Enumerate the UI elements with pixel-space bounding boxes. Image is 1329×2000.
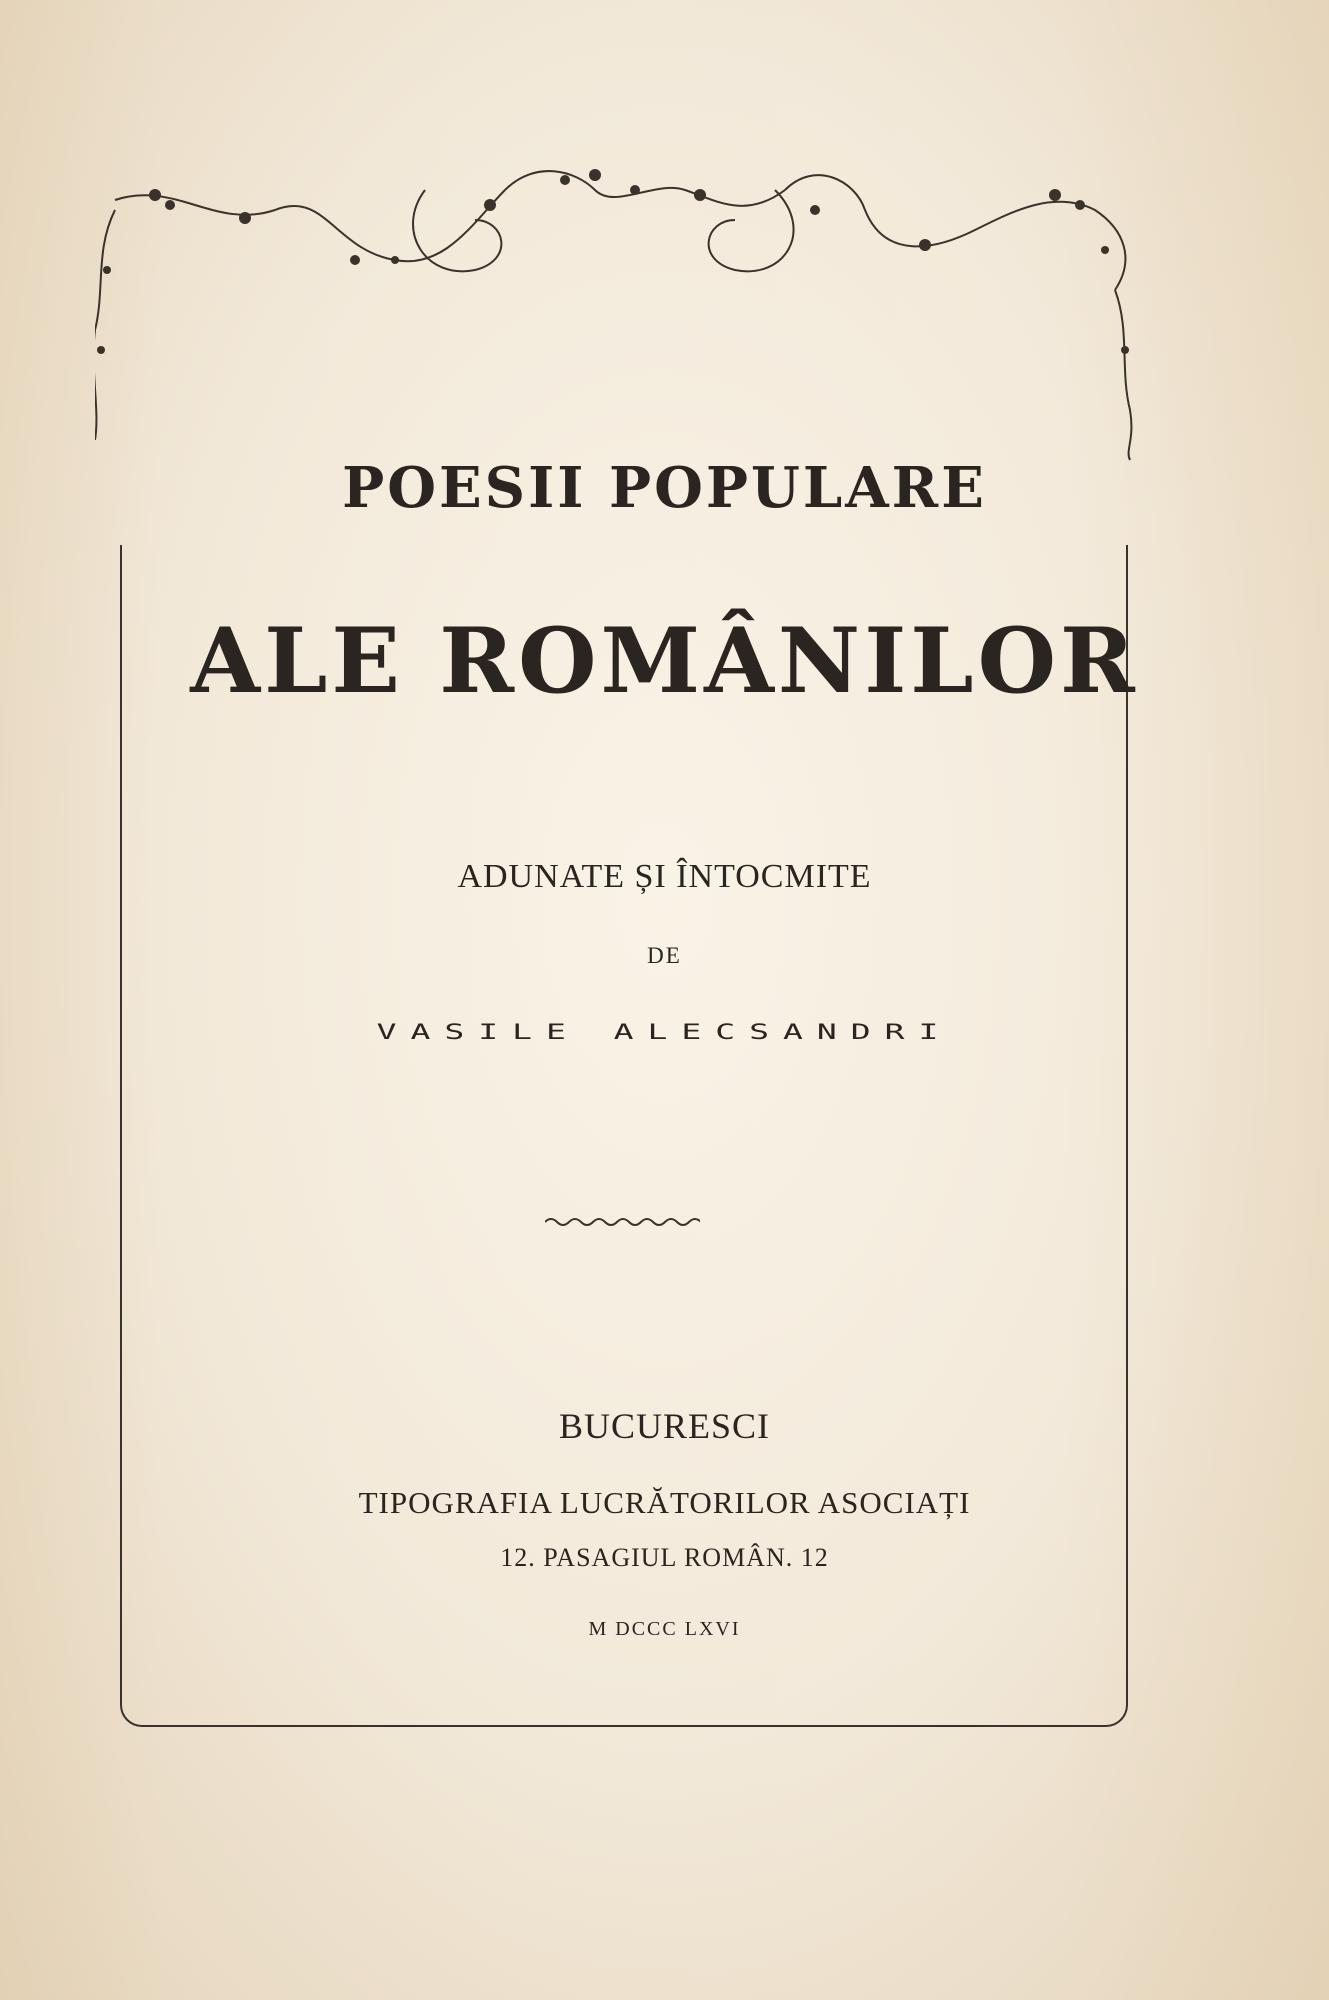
author-name: VASILE ALECSANDRI [376,1018,953,1045]
title-line-1: POESII POPULARE [342,455,987,521]
address: 12. PASAGIUL ROMÂN. 12 [500,1543,829,1572]
year: M DCCC LXVI [588,1618,741,1640]
subtitle: ADUNATE ȘI ÎNTOCMITE [457,858,872,895]
wavy-rule-ornament [545,1215,700,1229]
by-label: DE [647,943,682,968]
title-line-2: ALE ROMÂNILOR [190,608,1139,714]
printer: TIPOGRAFIA LUCRĂTORILOR ASOCIAȚI [358,1485,971,1520]
city: BUCURESCI [558,1406,771,1446]
